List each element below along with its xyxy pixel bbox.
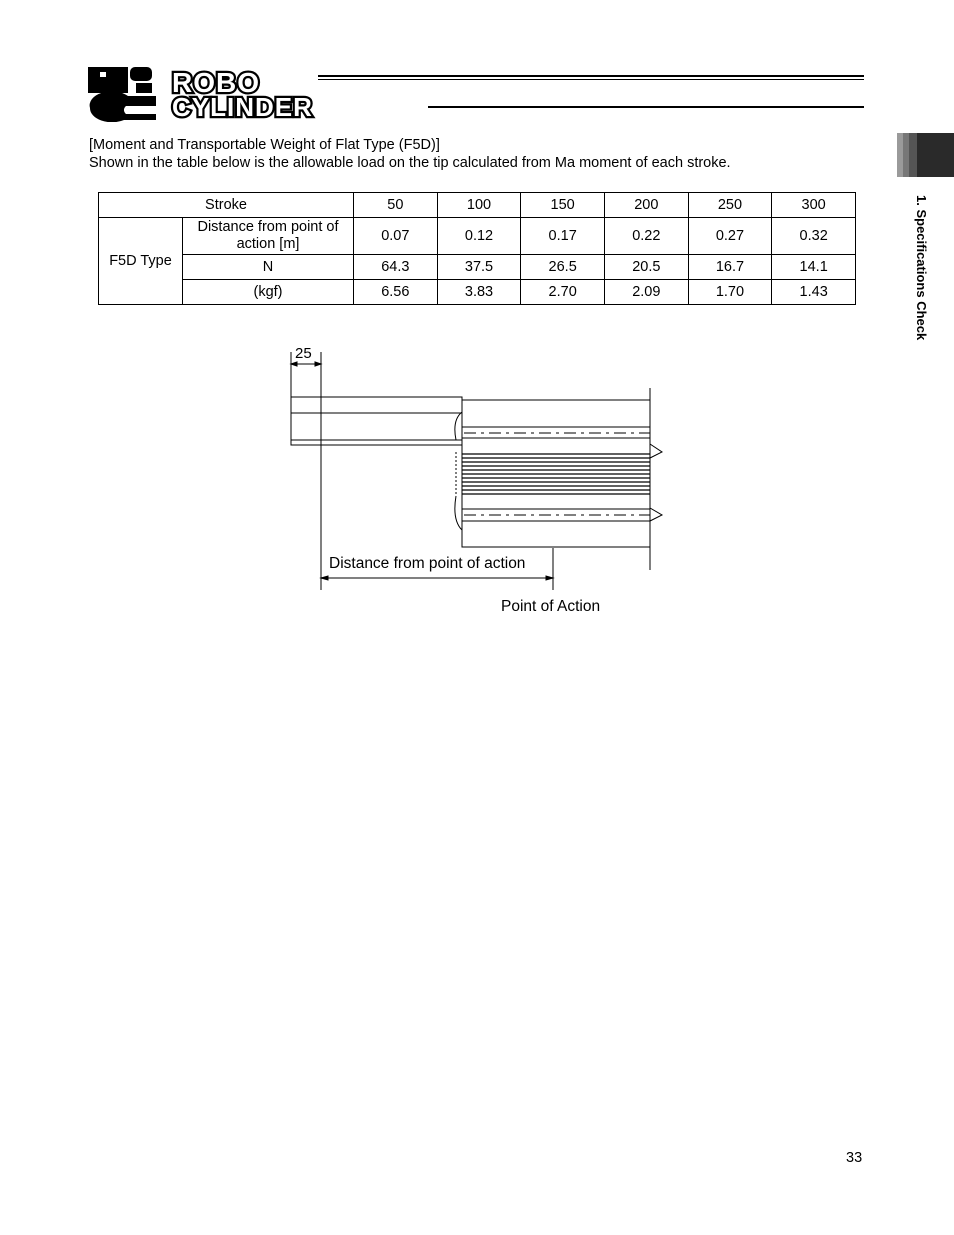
table-cell: 6.56 — [354, 280, 438, 305]
stroke-cell: 100 — [437, 193, 521, 218]
stroke-cell: 150 — [521, 193, 605, 218]
table-cell: 14.1 — [772, 255, 856, 280]
load-plate — [291, 397, 462, 445]
table-row — [99, 218, 856, 255]
stroke-cell: 300 — [772, 193, 856, 218]
header-rule-bottom — [428, 106, 864, 108]
table-row — [99, 280, 856, 305]
table-cell: 1.43 — [772, 280, 856, 305]
stroke-header: Stroke — [99, 193, 354, 218]
distance-label: Distance from point of action — [329, 555, 526, 572]
table-header-row — [99, 193, 856, 218]
table-cell: 0.17 — [521, 218, 605, 255]
section-label-text: 1. Specifications Check — [914, 195, 929, 341]
table-cell: 3.83 — [437, 280, 521, 305]
table-cell: 2.70 — [521, 280, 605, 305]
header-rule-top-2 — [318, 79, 864, 80]
page-number: 33 — [846, 1150, 863, 1166]
table-cell: 0.12 — [437, 218, 521, 255]
row-label: N — [183, 255, 354, 280]
intro-description: Shown in the table below is the allowable load on the tip calculated from Ma moment of each stroke. — [89, 155, 731, 171]
table-cell: 64.3 — [354, 255, 438, 280]
row-label: (kgf) — [183, 280, 354, 305]
table-cell: 37.5 — [437, 255, 521, 280]
section-tab-marker — [897, 133, 954, 177]
dimension-label: 25 — [295, 345, 312, 362]
table-cell: 1.70 — [688, 280, 772, 305]
section-label — [914, 195, 936, 395]
table-cell: 26.5 — [521, 255, 605, 280]
intro-title: [Moment and Transportable Weight of Flat Type (F5D)] — [89, 137, 440, 153]
point-of-action-diagram — [280, 340, 680, 630]
table-cell: 0.32 — [772, 218, 856, 255]
logo-text-cylinder: CYLINDER — [172, 92, 313, 122]
intro-text — [89, 136, 731, 172]
table-cell: 16.7 — [688, 255, 772, 280]
table-cell: 0.27 — [688, 218, 772, 255]
type-label: F5D Type — [99, 218, 183, 305]
robo-cylinder-logo — [86, 64, 426, 122]
stroke-cell: 250 — [688, 193, 772, 218]
table-cell: 0.22 — [604, 218, 688, 255]
rc-logo-mark — [88, 67, 156, 122]
table-cell: 20.5 — [604, 255, 688, 280]
row-label: Distance from point of action [m] — [183, 218, 354, 255]
stroke-cell: 50 — [354, 193, 438, 218]
stroke-cell: 200 — [604, 193, 688, 218]
header-rule-top — [318, 75, 864, 77]
table-row — [99, 255, 856, 280]
logo-text-robo: ROBO — [172, 67, 260, 98]
table-cell: 0.07 — [354, 218, 438, 255]
table-cell: 2.09 — [604, 280, 688, 305]
load-table — [98, 192, 856, 305]
point-of-action-label: Point of Action — [501, 598, 601, 615]
